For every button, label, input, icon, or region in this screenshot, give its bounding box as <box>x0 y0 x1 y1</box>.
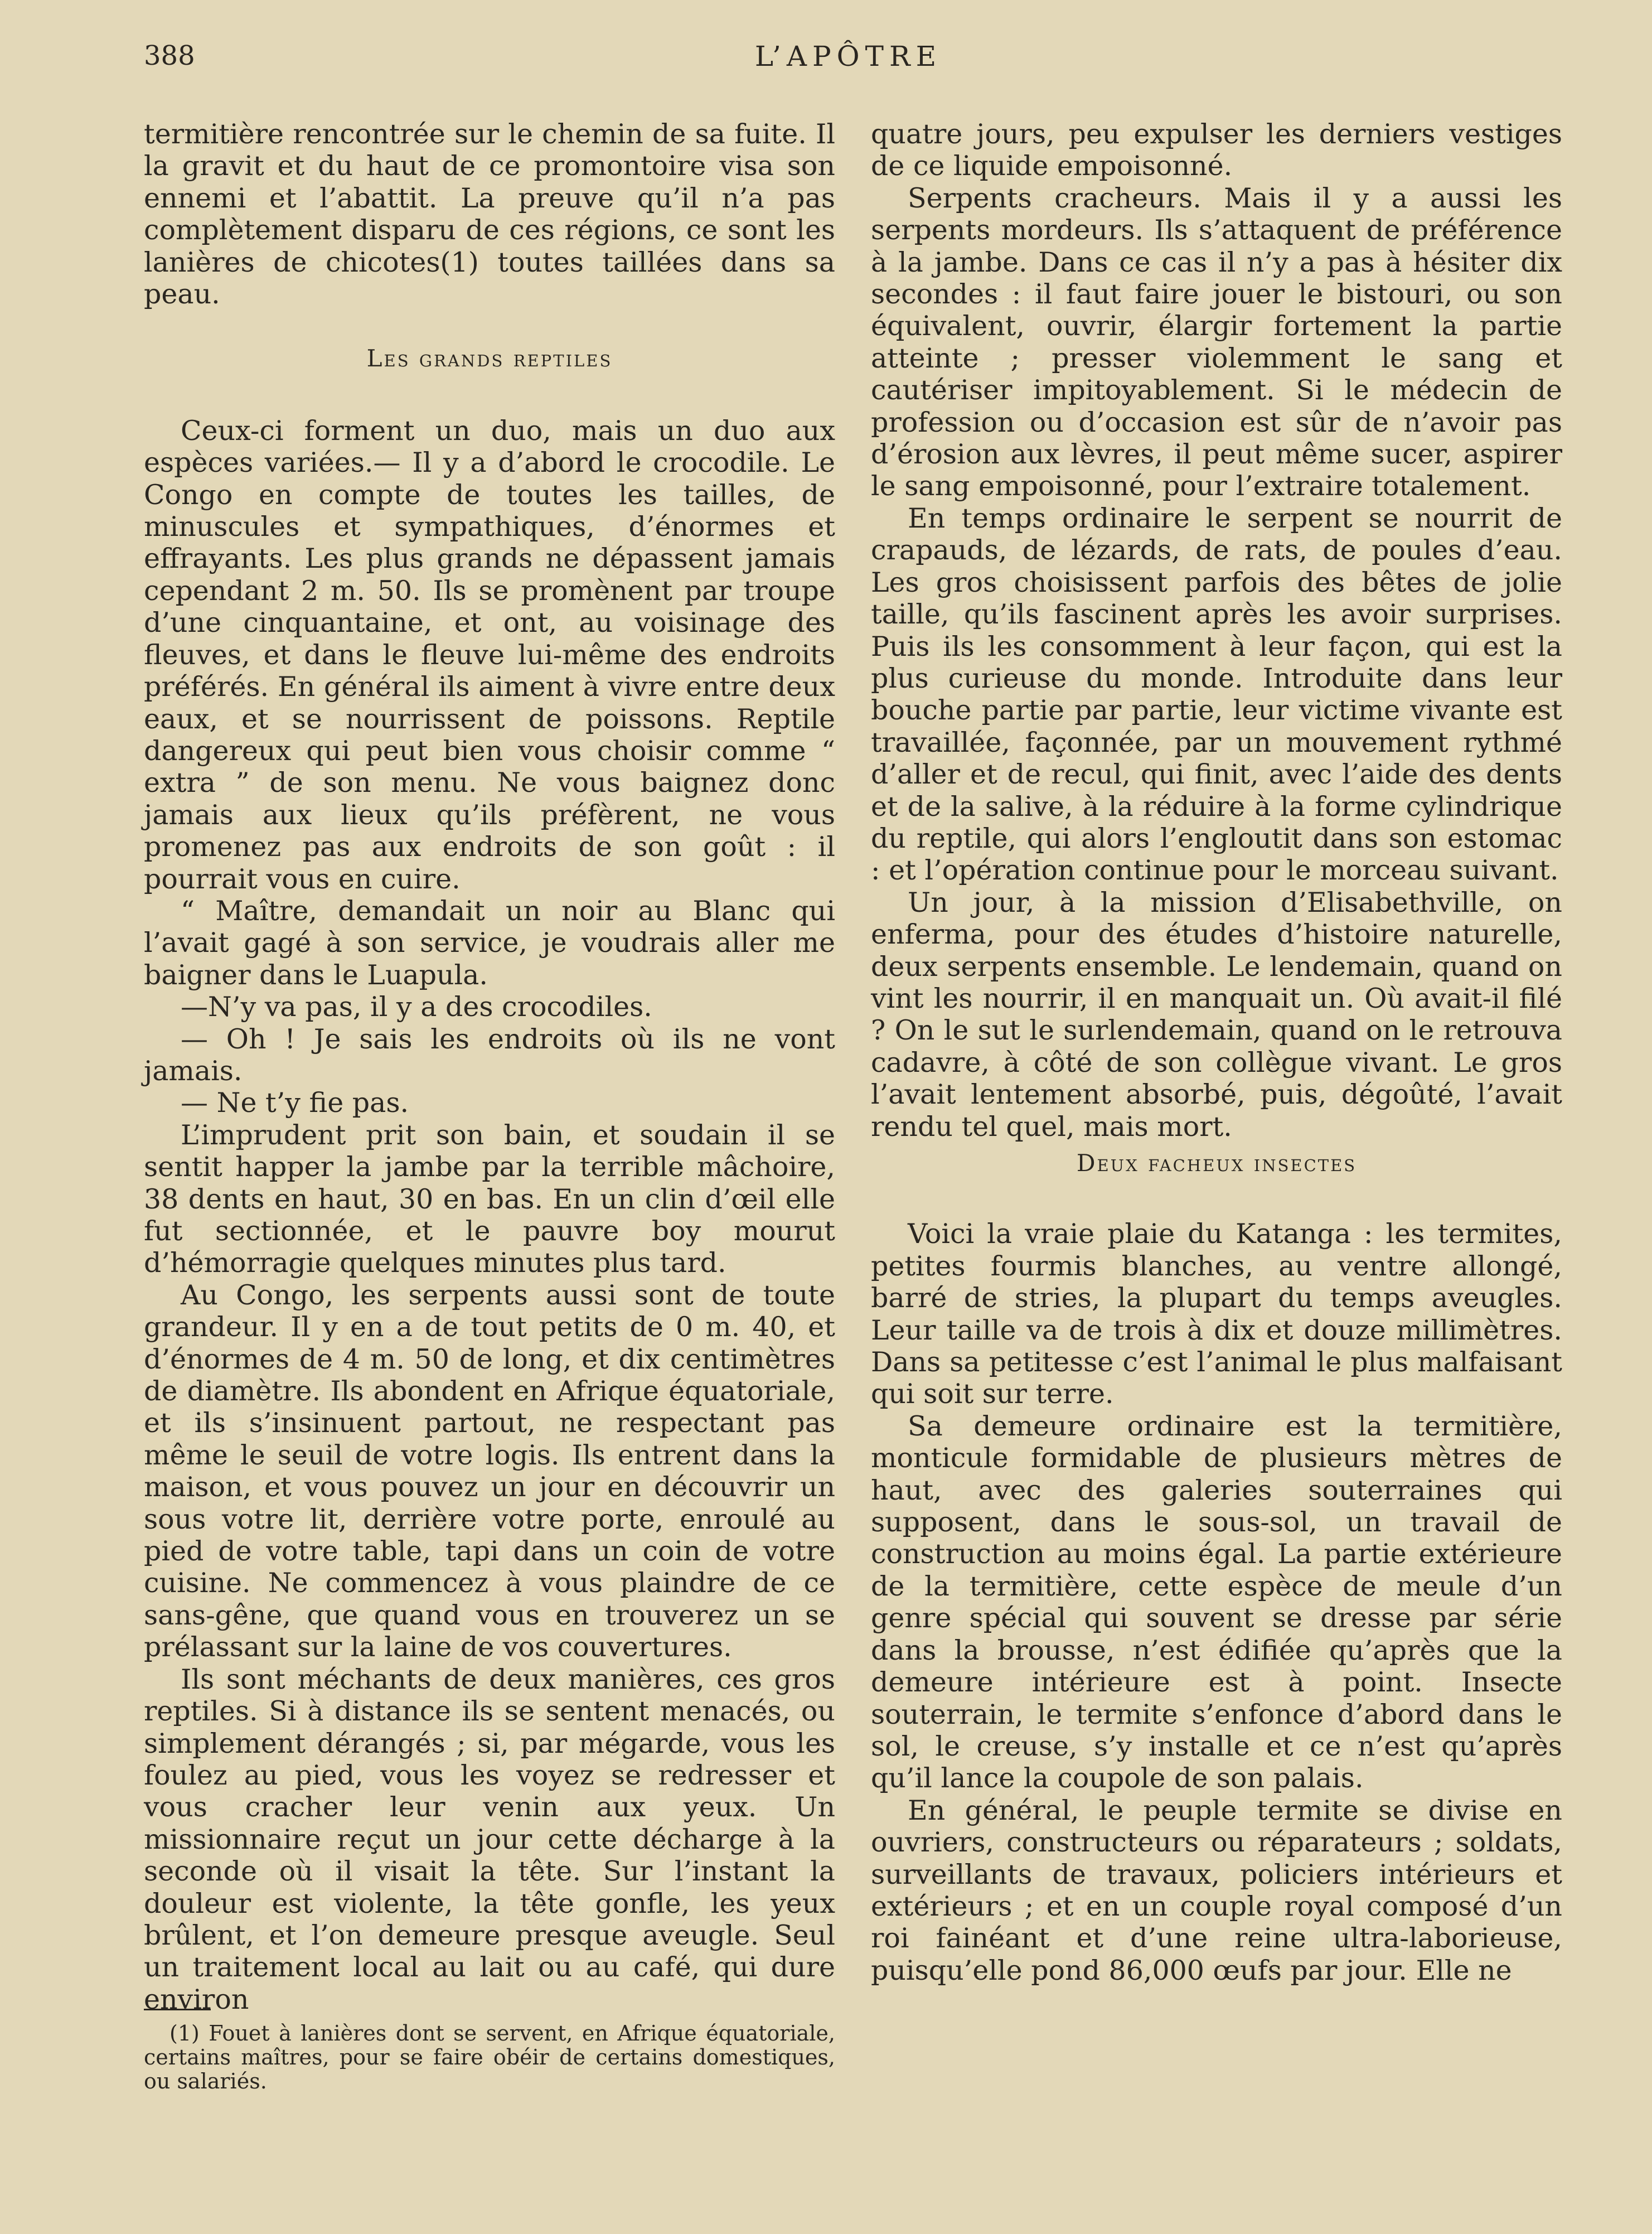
paragraph: Un jour, à la mission d’Elisabethville, on enferma, pour des études d’histoire naturelle, deux serpents ensemble. Le lendemain, quand on vint les nourrir, il en manquait un. Où avait-il filé ? On le sut le surlendemain, quand on le retrouva cadavre, à côté de son collègue vivant. Le gros l’avait lentement absorbé, puis, dégoûté, l’avait rendu tel quel, mais mort. <box>871 886 1562 1143</box>
page-header <box>144 40 1553 85</box>
paragraph: Au Congo, les serpents aussi sont de toute grandeur. Il y en a de tout petits de 0 m. 40, et d’énormes de 4 m. 50 de long, et dix centimètres de diamètre. Ils abondent en Afrique équatoriale, et ils s’insinuent partout, ne respectant pas même le seuil de votre logis. Ils entrent dans la maison, et vous pouvez un jour en découvrir un sous votre lit, derrière votre porte, enroulé au pied de votre table, tapi dans un coin de votre cuisine. Ne commencez à vous plaindre de ce sans-gêne, que quand vous en trouverez un se prélassant sur la laine de vos couvertures. <box>144 1279 835 1664</box>
dialogue-line: “ Maître, demandait un noir au Blanc qui l’avait gagé à son service, je voudrais aller me baigner dans le Luapula. <box>144 894 835 991</box>
paragraph: L’imprudent prit son bain, et soudain il se sentit happer la jambe par la terrible mâchoire, 38 dents en haut, 30 en bas. En un clin d’œil elle fut sectionnée, et le pauvre boy mourut d’hémorragie quelques minutes plus tard. <box>144 1119 835 1279</box>
footnote <box>144 2022 835 2093</box>
paragraph: En temps ordinaire le serpent se nourrit de crapauds, de lézards, de rats, de poules d’eau. Les gros choisissent parfois des bêtes de jolie taille, qu’ils fascinent après les avoir surprises. Puis ils les consomment à leur façon, qui est la plus curieuse du monde. Introduite dans leur bouche partie par partie, leur victime vivante est travaillée, façonnée, par un mouvement rythmé d’aller et de recul, qui finit, avec l’aide des dents et de la salive, à la réduire à la forme cylindrique du reptile, qui alors l’engloutit dans son estomac : et l’opération continue pour le morceau suivant. <box>871 502 1562 887</box>
footnote-rule <box>144 2009 211 2010</box>
paragraph: termitière rencontrée sur le chemin de sa fuite. Il la gravit et du haut de ce promontoire visa son ennemi et l’abattit. La preuve qu’il n’a pas complètement disparu de ces régions, ce sont les lanières de chicotes(1) toutes taillées dans sa peau. <box>144 118 835 311</box>
dialogue-line: — Oh ! Je sais les endroits où ils ne vont jamais. <box>144 1023 835 1087</box>
page-number: 388 <box>144 40 195 71</box>
footnote-text: (1) Fouet à lanières dont se servent, en Afrique équatoriale, certains maîtres, pour se faire obéir de certains domestiques, ou salariés. <box>144 2021 835 2093</box>
paragraph: Serpents cracheurs. Mais il y a aussi les serpents mordeurs. Ils s’attaquent de préférence à la jambe. Dans ce cas il n’y a pas à hésiter dix secondes : il faut faire jouer le bistouri, ou son équivalent, ouvrir, élargir fortement la partie atteinte ; presser violemment le sang et cautériser impitoyablement. Si le médecin de profession ou d’occasion est sûr de n’avoir pas d’érosion aux lèvres, il peut même sucer, aspirer le sang empoisonné, pour l’extraire totalement. <box>871 182 1562 502</box>
paragraph: Sa demeure ordinaire est la termitière, monticule formidable de plusieurs mètres de haut, avec des galeries souterraines qui supposent, dans le sous-sol, un travail de construction au moins égal. La partie extérieure de la termitière, cette espèce de meule d’un genre spécial qui souvent se dresse par série dans la brousse, n’est édifiée qu’après que la demeure intérieure est à point. Insecte souterrain, le termite s’enfonce d’abord dans le sol, le creuse, s’y installe et ce n’est qu’après qu’il lance la coupole de son palais. <box>871 1410 1562 1795</box>
paragraph: Ceux-ci forment un duo, mais un duo aux espèces variées.— Il y a d’abord le crocodile. Le Congo en compte de toutes les tailles, de minuscules et sympathiques, d’énormes et effrayants. Les plus grands ne dépassent jamais cependant 2 m. 50. Ils se promènent par troupe d’une cinquantaine, et ont, au voisinage des fleuves, et dans le fleuve lui-même des endroits préférés. En général ils aiment à vivre entre deux eaux, et se nourrissent de poissons. Reptile dangereux qui peut bien vous choisir comme “ extra ” de son menu. Ne vous baignez donc jamais aux lieux qu’ils préfèrent, ne vous promenez pas aux endroits de son goût : il pourrait vous en cuire. <box>144 414 835 895</box>
paragraph: Voici la vraie plaie du Katanga : les termites, petites fourmis blanches, au ventre allongé, barré de stries, la plupart du temps aveugles. Leur taille va de trois à dix et douze millimètres. Dans sa petitesse c’est l’animal le plus malfaisant qui soit sur terre. <box>871 1218 1562 1410</box>
right-column <box>871 118 1562 1986</box>
paragraph: quatre jours, peu expulser les derniers vestiges de ce liquide empoisonné. <box>871 118 1562 182</box>
dialogue-line: — Ne t’y fie pas. <box>181 1087 409 1119</box>
paragraph: En général, le peuple termite se divise en ouvriers, constructeurs ou réparateurs ; soldats, surveillants de travaux, policiers intérieurs et extérieurs ; et en un couple royal composé d’un roi fainéant et d’une reine ultra-laborieuse, puisqu’elle pond 86,000 œufs par jour. Elle ne <box>871 1794 1562 1986</box>
left-column <box>144 118 835 2015</box>
paragraph: Ils sont méchants de deux manières, ces gros reptiles. Si à distance ils se sentent menacés, ou simplement dérangés ; si, par mégarde, vous les foulez au pied, vous les voyez se redresser et vous cracher leur venin aux yeux. Un missionnaire reçut un jour cette décharge à la seconde où il visait la tête. Sur l’instant la douleur est violente, la tête gonfle, les yeux brûlent, et l’on demeure presque aveugle. Seul un traitement local au lait ou au café, qui dure environ <box>144 1663 835 2015</box>
running-title: L’APÔTRE <box>754 40 942 72</box>
section-heading-reptiles: Les grands reptiles <box>366 345 613 373</box>
dialogue-line: —N’y va pas, il y a des crocodiles. <box>181 991 652 1023</box>
section-heading-insects: Deux facheux insectes <box>1076 1149 1357 1177</box>
